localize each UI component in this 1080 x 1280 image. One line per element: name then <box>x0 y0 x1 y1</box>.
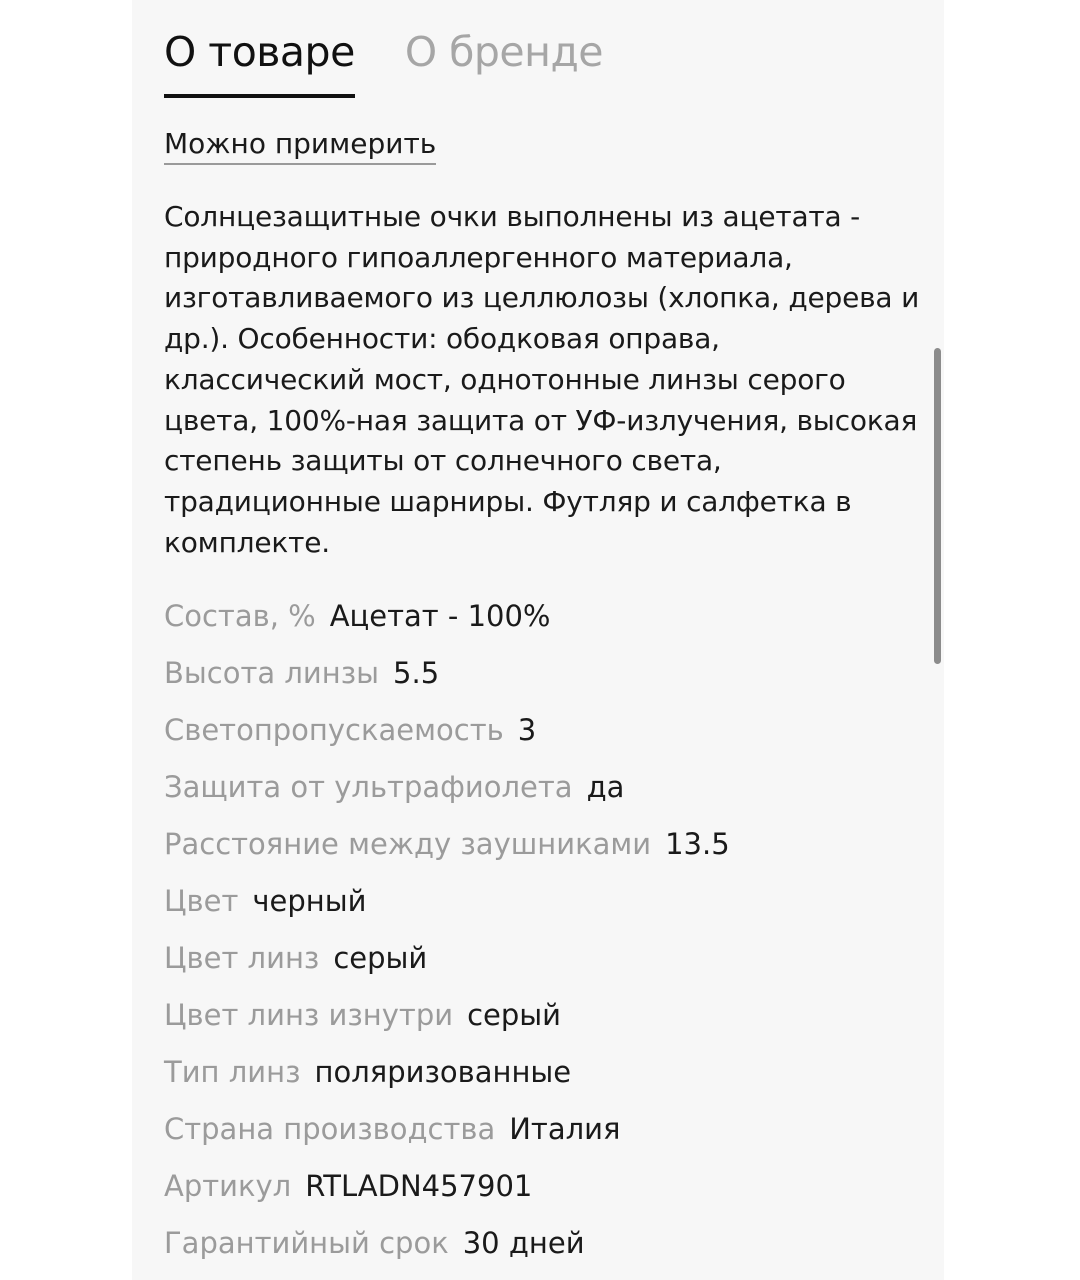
spec-row <box>164 1164 730 1221</box>
spec-label: Гарантийный срок <box>164 1226 449 1260</box>
spec-row <box>164 879 730 936</box>
scrollbar-thumb[interactable] <box>934 348 941 664</box>
spec-row <box>164 765 730 822</box>
spec-value: 30 дней <box>462 1226 585 1260</box>
spec-label: Расстояние между заушниками <box>164 827 652 861</box>
spec-label: Состав, % <box>164 599 316 633</box>
spec-value: RTLADN457901 <box>305 1169 533 1203</box>
spec-label: Страна производства <box>164 1112 496 1146</box>
spec-row <box>164 993 730 1050</box>
spec-value: 3 <box>517 713 537 747</box>
spec-value: серый <box>333 941 428 975</box>
spec-label: Артикул <box>164 1169 292 1203</box>
spec-row <box>164 708 730 765</box>
spec-label: Защита от ультрафиолета <box>164 770 573 804</box>
product-description: Солнцезащитные очки выполнены из ацетата - природного гипоаллергенного материала, изготавливаемого из целлюлозы (хлопка, дерева и др.). Особенности: ободковая оправа, классический мост, однотонные линзы серого цвета, 100%-ная защита от УФ-излучения, высокая степень защиты от солнечного света, традиционные шарниры. Футляр и салфетка в комплекте. <box>164 200 920 559</box>
spec-label: Высота линзы <box>164 656 380 690</box>
spec-value: да <box>586 770 625 804</box>
spec-row <box>164 651 730 708</box>
spec-row <box>164 1221 730 1278</box>
spec-row <box>164 1107 730 1164</box>
tab-about-brand[interactable]: О бренде <box>404 28 604 76</box>
spec-value: 13.5 <box>665 827 730 861</box>
spec-row <box>164 822 730 879</box>
tab-bar <box>164 24 603 98</box>
spec-value: черный <box>252 884 367 918</box>
spec-label: Тип линз <box>164 1055 301 1089</box>
tab-about-product[interactable]: О товаре <box>164 24 355 98</box>
spec-value: 5.5 <box>393 656 440 690</box>
spec-row <box>164 1050 730 1107</box>
spec-value: серый <box>467 998 562 1032</box>
spec-list <box>164 594 730 1278</box>
spec-value: Ацетат - 100% <box>329 599 551 633</box>
spec-label: Цвет <box>164 884 239 918</box>
spec-label: Цвет линз <box>164 941 320 975</box>
try-on-link[interactable]: Можно примерить <box>164 126 436 165</box>
spec-value: Италия <box>509 1112 621 1146</box>
spec-row <box>164 594 730 651</box>
spec-label: Цвет линз изнутри <box>164 998 454 1032</box>
spec-row <box>164 936 730 993</box>
spec-value: поляризованные <box>314 1055 572 1089</box>
spec-label: Светопропускаемость <box>164 713 504 747</box>
